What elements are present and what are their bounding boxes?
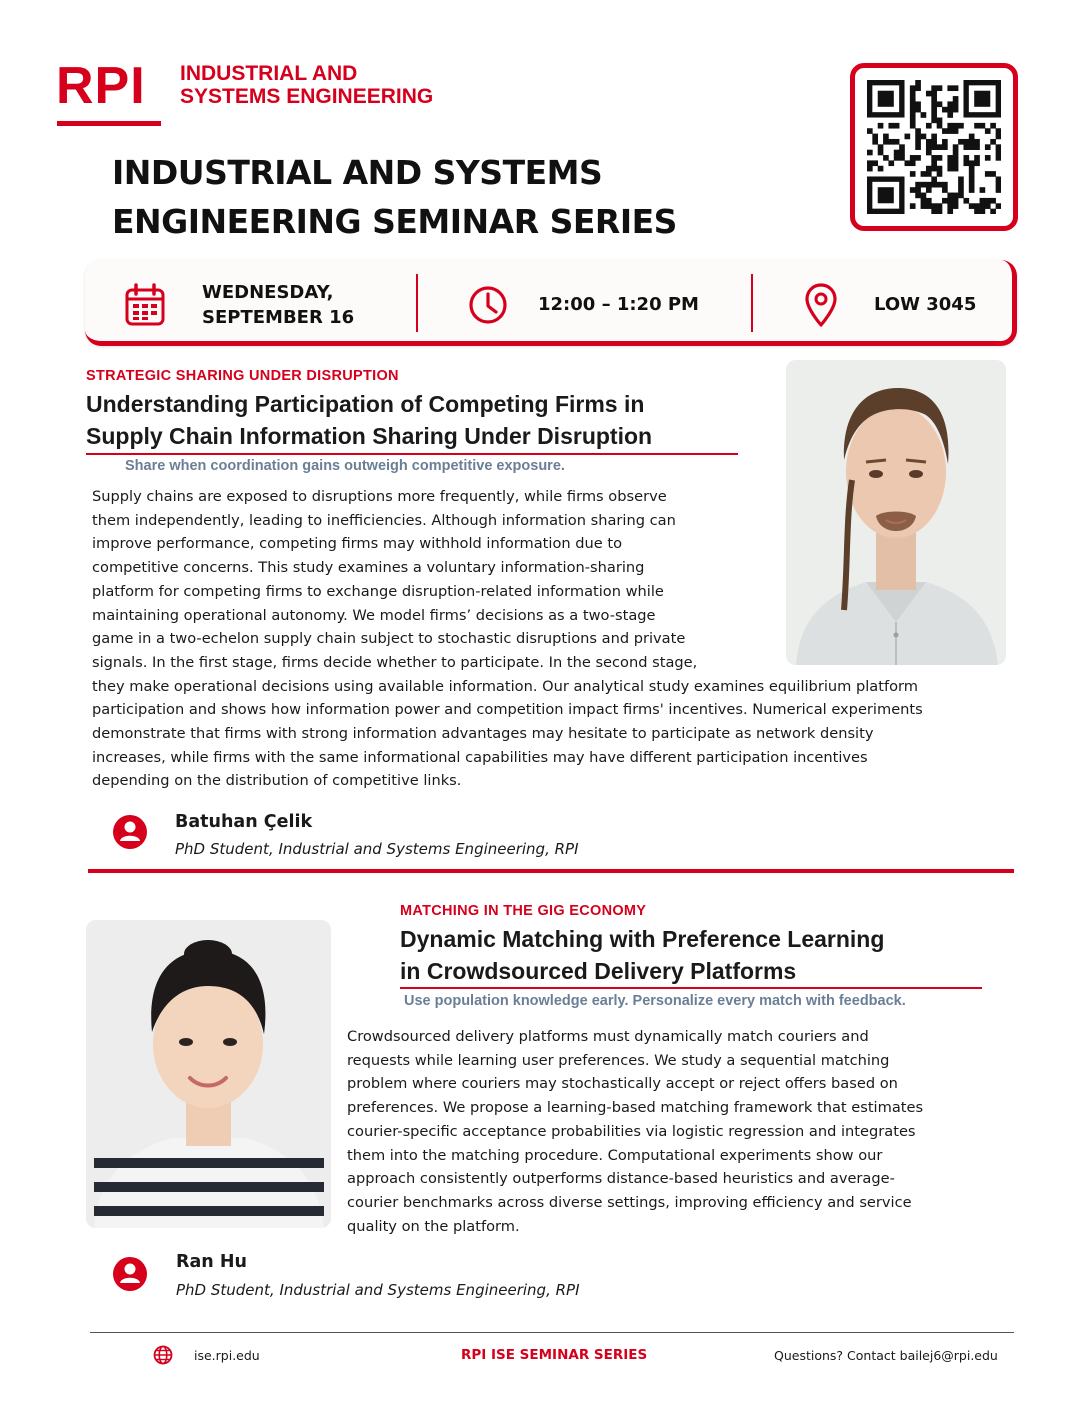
speaker2-photo xyxy=(86,920,331,1228)
talk1-abstract-line: maintaining operational autonomy. We model firms’ decisions as a two-stage xyxy=(92,606,656,624)
department-name xyxy=(180,62,433,108)
speaker2-person-icon xyxy=(112,1256,148,1297)
event-time: 12:00 – 1:20 PM xyxy=(538,294,699,315)
talk2-title-line-1: Dynamic Matching with Preference Learning xyxy=(400,926,885,952)
talk2-title xyxy=(400,923,884,987)
talk1-abstract-line: demonstrate that firms with strong information advantages may hesitate to participate as network density xyxy=(92,725,874,743)
page-title-line-1: INDUSTRIAL AND SYSTEMS xyxy=(112,153,603,192)
page-title xyxy=(112,148,677,246)
talk2-abstract-line: quality on the platform. xyxy=(347,1217,520,1235)
speaker1-name: Batuhan Çelik xyxy=(175,812,313,832)
talk1-title-line-2: Supply Chain Information Sharing Under Disruption xyxy=(86,423,653,449)
talk2-abstract-line: them into the matching procedure. Computational experiments show our xyxy=(347,1146,883,1164)
talk2-title-rule xyxy=(400,987,982,989)
talk1-abstract-line: participation and shows how information power and competition impact firms' incentives. Numerical experiments xyxy=(92,701,923,719)
talk1-title-line-1: Understanding Participation of Competing Firms in xyxy=(86,391,645,417)
talk2-abstract-line: preferences. We propose a learning-based matching framework that estimates xyxy=(347,1099,924,1117)
talk1-abstract-line: depending on the distribution of competitive links. xyxy=(92,772,462,790)
speaker1-photo xyxy=(786,360,1006,665)
info-divider xyxy=(751,274,753,332)
event-date-line-1: WEDNESDAY, xyxy=(202,282,334,303)
globe-icon xyxy=(153,1345,173,1370)
talk1-title-rule xyxy=(86,453,738,455)
talk1-title xyxy=(86,388,652,452)
info-divider xyxy=(416,274,418,332)
talk2-abstract-line: requests while learning user preferences. We study a sequential matching xyxy=(347,1051,890,1069)
talk1-abstract-line: platform for competing firms to exchange disruption-related information while xyxy=(92,582,664,600)
talk2-title-line-2: in Crowdsourced Delivery Platforms xyxy=(400,958,797,984)
footer-contact[interactable]: Questions? Contact bailej6@rpi.edu xyxy=(774,1348,998,1363)
talk1-abstract-line: competitive concerns. This study examines a voluntary information-sharing xyxy=(92,559,645,577)
qr-code-icon xyxy=(867,80,1001,214)
footer-website-link[interactable]: ise.rpi.edu xyxy=(194,1348,260,1363)
clock-icon xyxy=(468,285,508,330)
speaker2-role: PhD Student, Industrial and Systems Engineering, RPI xyxy=(176,1281,580,1299)
section-divider xyxy=(88,869,1014,873)
talk2-abstract-line: problem where couriers may stochastically accept or reject offers based on xyxy=(347,1075,898,1093)
event-date-line-2: SEPTEMBER 16 xyxy=(202,307,355,328)
talk2-abstract-line: courier benchmarks across diverse settings, improving efficiency and service xyxy=(347,1193,912,1211)
talk2-tagline: Use population knowledge early. Personalize every match with feedback. xyxy=(404,993,906,1009)
footer-divider xyxy=(90,1332,1014,1333)
event-location: LOW 3045 xyxy=(874,294,977,315)
talk2-abstract xyxy=(347,1025,923,1238)
logo-underline xyxy=(57,121,161,126)
calendar-icon xyxy=(124,283,166,332)
footer-series-name: RPI ISE SEMINAR SERIES xyxy=(461,1347,648,1363)
talk2-abstract-line: Crowdsourced delivery platforms must dynamically match couriers and xyxy=(347,1028,869,1045)
talk2-kicker: MATCHING IN THE GIG ECONOMY xyxy=(400,903,647,919)
speaker1-person-icon xyxy=(112,814,148,855)
talk1-abstract-line: increases, while firms with the same informational capabilities may have different participation incentives xyxy=(92,748,868,766)
page-title-line-2: ENGINEERING SEMINAR SERIES xyxy=(112,202,677,241)
talk1-abstract-line: Supply chains are exposed to disruptions more frequently, while firms observe xyxy=(92,488,667,505)
speaker2-name: Ran Hu xyxy=(176,1252,247,1272)
talk1-abstract-line: signals. In the first stage, firms decide whether to participate. In the second stage, xyxy=(92,653,698,671)
event-date xyxy=(202,280,354,330)
talk1-abstract-line: improve performance, competing firms may withhold information due to xyxy=(92,535,623,553)
speaker1-role: PhD Student, Industrial and Systems Engineering, RPI xyxy=(175,840,579,858)
qr-code-frame[interactable] xyxy=(850,63,1018,231)
talk1-tagline: Share when coordination gains outweigh competitive exposure. xyxy=(125,458,565,474)
talk1-abstract-line: game in a two-echelon supply chain subject to stochastic disruptions and private xyxy=(92,630,686,648)
location-pin-icon xyxy=(804,282,838,333)
talk2-abstract-line: approach consistently outperforms distance-based heuristics and average- xyxy=(347,1170,895,1188)
talk1-abstract-line: them independently, leading to inefficiencies. Although information sharing can xyxy=(92,511,676,529)
rpi-logo: RPI xyxy=(56,57,146,115)
department-line-2: SYSTEMS ENGINEERING xyxy=(180,85,434,108)
talk1-kicker: STRATEGIC SHARING UNDER DISRUPTION xyxy=(86,368,399,384)
talk1-abstract-line: they make operational decisions using available information. Our analytical study examines equilibrium platform xyxy=(92,677,918,695)
talk2-abstract-line: courier-specific acceptance probabilities via logistic regression and integrates xyxy=(347,1122,916,1140)
department-line-1: INDUSTRIAL AND xyxy=(180,62,358,85)
